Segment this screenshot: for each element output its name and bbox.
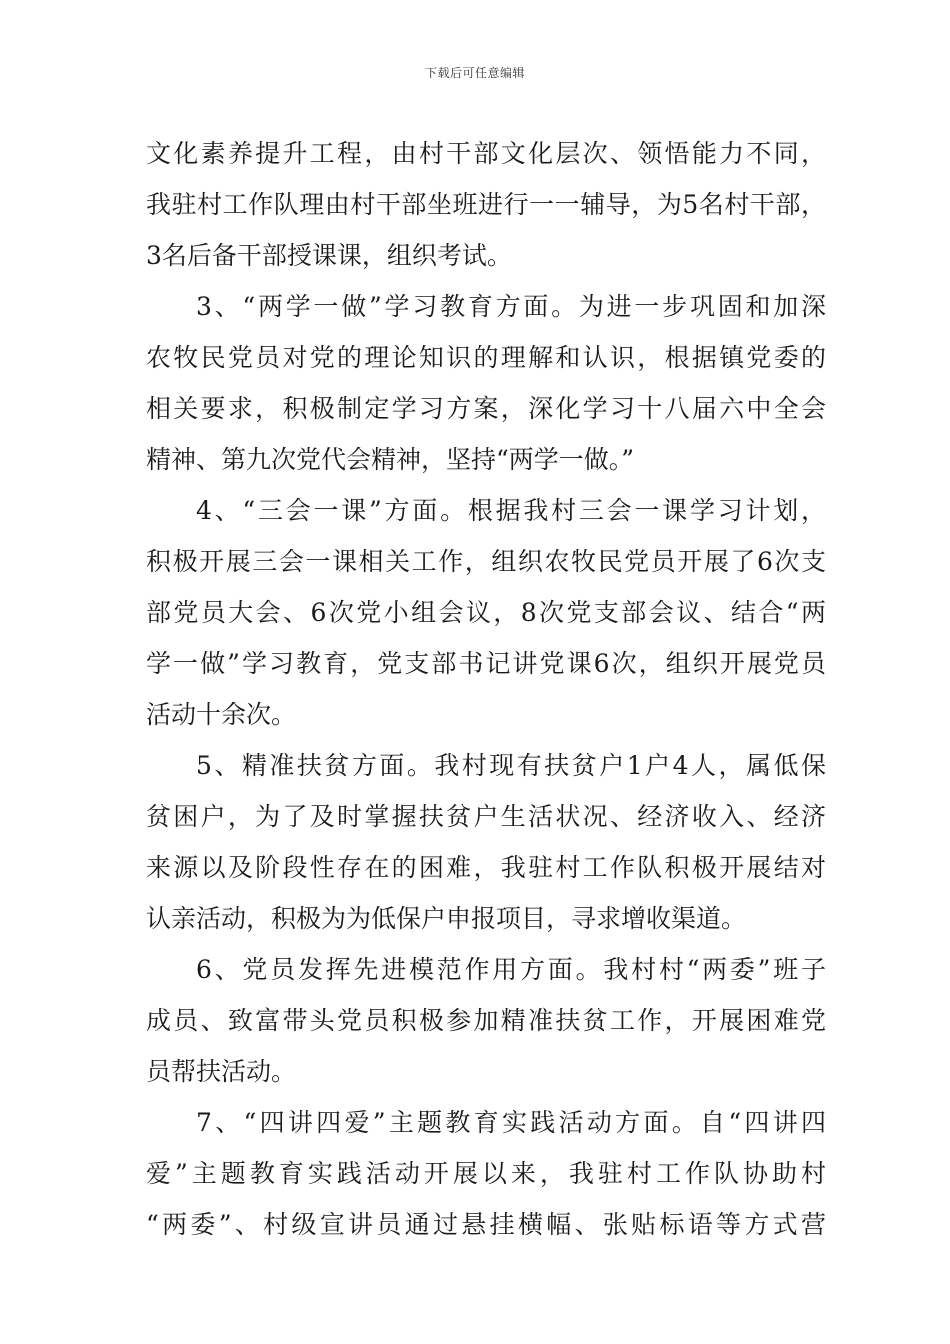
paragraph-line: 学一做”学习教育，党支部书记讲党课6次，组织开展党员 (146, 649, 826, 678)
paragraph-line: 积极开展三会一课相关工作，组织农牧民党员开展了6次支 (146, 547, 826, 576)
document-body (146, 128, 826, 1250)
paragraph-line: 相关要求，积极制定学习方案，深化学习十八届六中全会 (146, 394, 826, 423)
paragraph-line: 活动十余次。 (146, 700, 297, 729)
paragraph-line: 爱”主题教育实践活动开展以来，我驻村工作队协助村 (146, 1159, 826, 1188)
paragraph-line: 农牧民党员对党的理论知识的理解和认识，根据镇党委的 (146, 343, 826, 372)
paragraph-line: 员帮扶活动。 (146, 1057, 297, 1086)
paragraph-first-line: 4、“三会一课”方面。根据我村三会一课学习计划， (196, 496, 826, 525)
paragraph-first-line: 6、党员发挥先进模范作用方面。我村村“两委”班子 (196, 955, 826, 984)
paragraph-line: 来源以及阶段性存在的困难，我驻村工作队积极开展结对 (146, 853, 826, 882)
paragraph-first-line: 7、“四讲四爱”主题教育实践活动方面。自“四讲四 (196, 1108, 826, 1137)
paragraph-line: 贫困户，为了及时掌握扶贫户生活状况、经济收入、经济 (146, 802, 826, 831)
paragraph-first-line: 5、精准扶贫方面。我村现有扶贫户1户4人，属低保 (196, 751, 826, 780)
paragraph-line: 我驻村工作队理由村干部坐班进行一一辅导，为5名村干部， (146, 190, 826, 219)
paragraph-first-line: 3、“两学一做”学习教育方面。为进一步巩固和加深 (196, 292, 826, 321)
paragraph-line: 文化素养提升工程，由村干部文化层次、领悟能力不同， (146, 139, 826, 168)
paragraph-line: 精神、第九次党代会精神，坚持“两学一做。” (146, 445, 635, 474)
paragraph-line: “两委”、村级宣讲员通过悬挂横幅、张贴标语等方式营 (146, 1210, 826, 1239)
paragraph-line: 3名后备干部授课课，组织考试。 (146, 241, 512, 270)
paragraph-line: 部党员大会、6次党小组会议，8次党支部会议、结合“两 (146, 598, 826, 627)
page-header: 下载后可任意编辑 (424, 66, 525, 80)
paragraph-line: 成员、致富带头党员积极参加精准扶贫工作，开展困难党 (146, 1006, 826, 1035)
paragraph-line: 认亲活动，积极为为低保户申报项目，寻求增收渠道。 (146, 904, 747, 933)
